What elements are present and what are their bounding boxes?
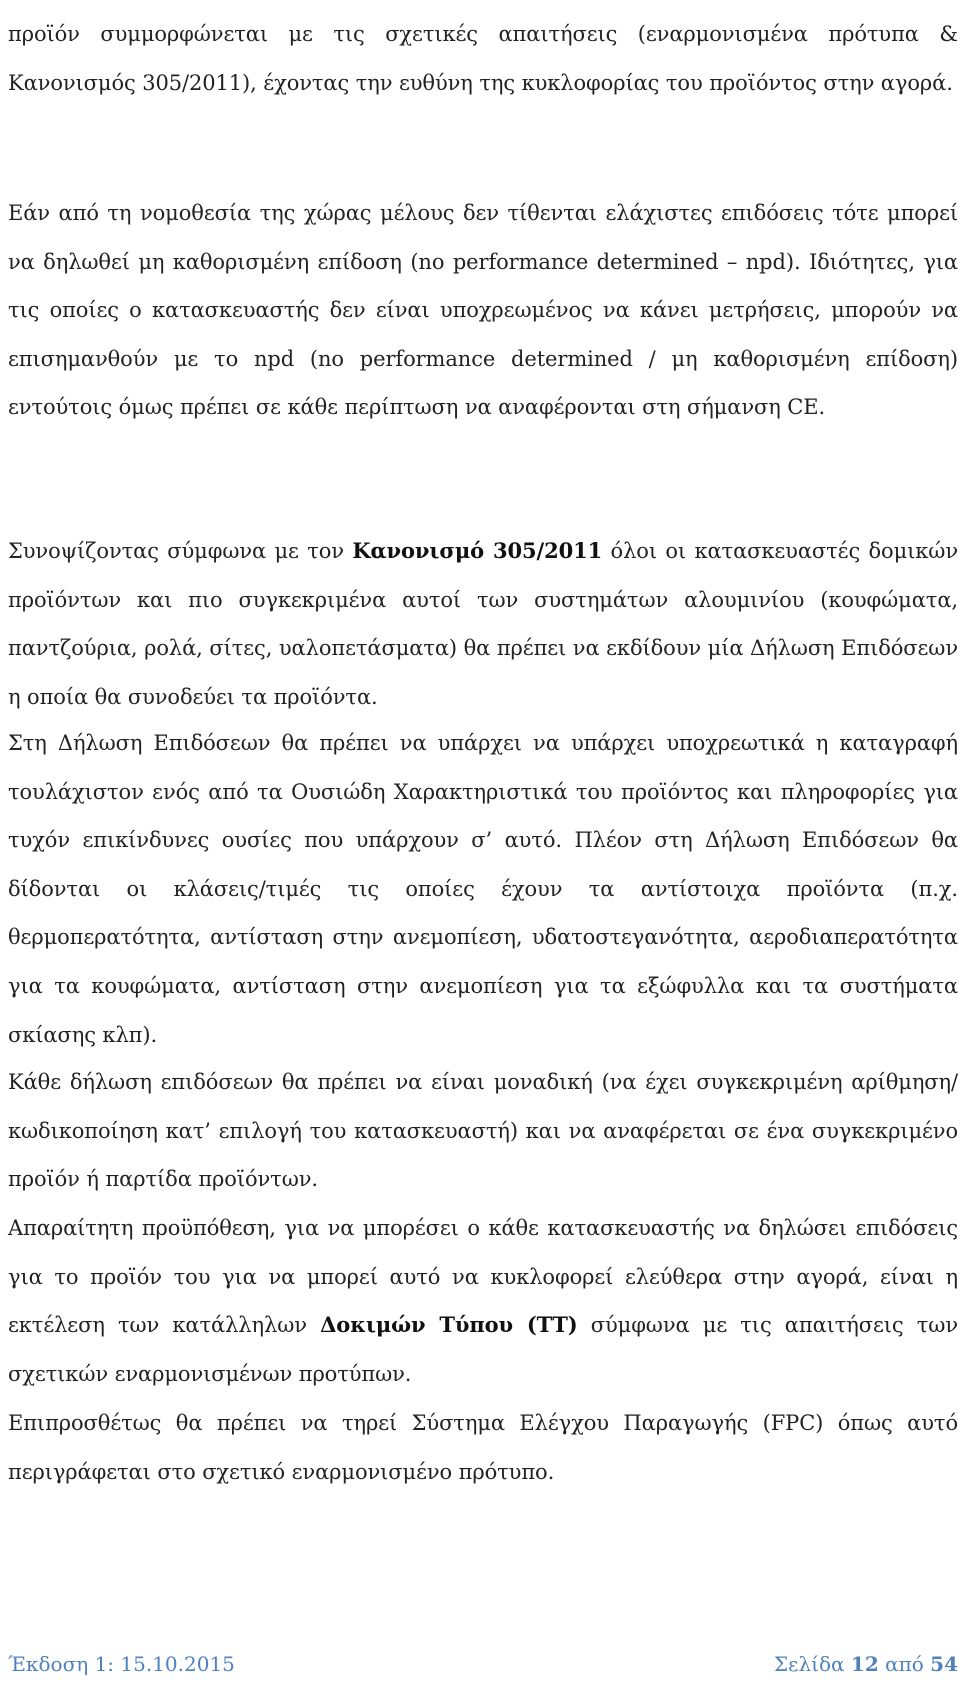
paragraph-6 (8, 1204, 958, 1398)
paragraph-3-text-end: όλοι οι κατασκευαστές δομικών προϊόντων και πιο συγκεκριμένα αυτοί των συστημάτων αλουμινίου (κουφώματα, παντζούρια, ρολά, σίτες, υαλοπετάσματα) θα πρέπει να εκδίδουν μία Δήλωση Επιδόσεων η οποία θα συνοδεύει τα προϊόντα. (8, 539, 958, 709)
paragraph-5: Κάθε δήλωση επιδόσεων θα πρέπει να είναι μοναδική (να έχει συγκεκριμένη αρίθμηση/κωδικοποίηση κατ’ επιλογή του κατασκευαστή) και να αναφέρεται σε ένα συγκεκριμένο προϊόν ή παρτίδα προϊόντων. (8, 1070, 958, 1192)
regulation-reference: Κανονισμό 305/2011 (352, 538, 603, 563)
page-current: 12 (850, 1652, 879, 1676)
page-total: 54 (930, 1652, 958, 1676)
page-number (774, 1652, 958, 1676)
page-of-word: από (878, 1652, 931, 1676)
type-tests-reference: Δοκιμών Τύπου (ΤΤ) (320, 1312, 578, 1338)
paragraph-3 (8, 527, 958, 721)
paragraph-2: Εάν από τη νομοθεσία της χώρας μέλους δεν τίθενται ελάχιστες επιδόσεις τότε μπορεί να δηλωθεί μη καθορισμένη επίδοση (no performance determined – npd). Ιδιότητες, για τις οποίες ο κατασκευαστής δεν είναι υποχρεωμένος να κάνει μετρήσεις, μπορούν να επισημανθούν με το npd (no performance determined / μη καθορισμένη επίδοση) εντούτοις όμως πρέπει σε κάθε περίπτωση να αναφέρονται στη σήμανση CE. (8, 201, 958, 420)
paragraph-1: προϊόν συμμορφώνεται με τις σχετικές απαιτήσεις (εναρμονισμένα πρότυπα & Κανονισμός 305/2011), έχοντας την ευθύνη της κυκλοφορίας του προϊόντος στην αγορά. (8, 22, 958, 95)
page-word: Σελίδα (773, 1652, 851, 1676)
paragraph-3-text-start: Συνοψίζοντας σύμφωνα με τον (8, 539, 353, 563)
paragraph-7: Επιπροσθέτως θα πρέπει να τηρεί Σύστημα Ελέγχου Παραγωγής (FPC) όπως αυτό περιγράφεται στο σχετικό εναρμονισμένο πρότυπο. (8, 1411, 958, 1484)
paragraph-6-text-end: σύμφωνα με τις απαιτήσεις των σχετικών εναρμονισμένων προτύπων. (8, 1313, 958, 1386)
paragraph-4: Στη Δήλωση Επιδόσεων θα πρέπει να υπάρχει να υπάρχει υποχρεωτικά η καταγραφή τουλάχιστον ενός από τα Ουσιώδη Χαρακτηριστικά του προϊόντος και πληροφορίες για τυχόν επικίνδυνες ουσίες που υπάρχουν σ’ αυτό. Πλέον στη Δήλωση Επιδόσεων θα δίδονται οι κλάσεις/τιμές τις οποίες έχουν τα αντίστοιχα προϊόντα (π.χ. θερμοπερατότητα, αντίσταση στην ανεμοπίεση, υδατοστεγανότητα, αεροδιαπερατότητα για τα κουφώματα, αντίσταση στην ανεμοπίεση για τα εξώφυλλα και τα συστήματα σκίασης κλπ). (8, 731, 958, 1047)
edition-date: Έκδοση 1: 15.10.2015 (8, 1652, 235, 1676)
paragraph-6-text-start: Απαραίτητη προϋπόθεση, για να μπορέσει ο κάθε κατασκευαστής να δηλώσει επιδόσεις για το προϊόν του για να μπορεί αυτό να κυκλοφορεί ελεύθερα στην αγορά, είναι η εκτέλεση των κατάλληλων (8, 1216, 958, 1338)
